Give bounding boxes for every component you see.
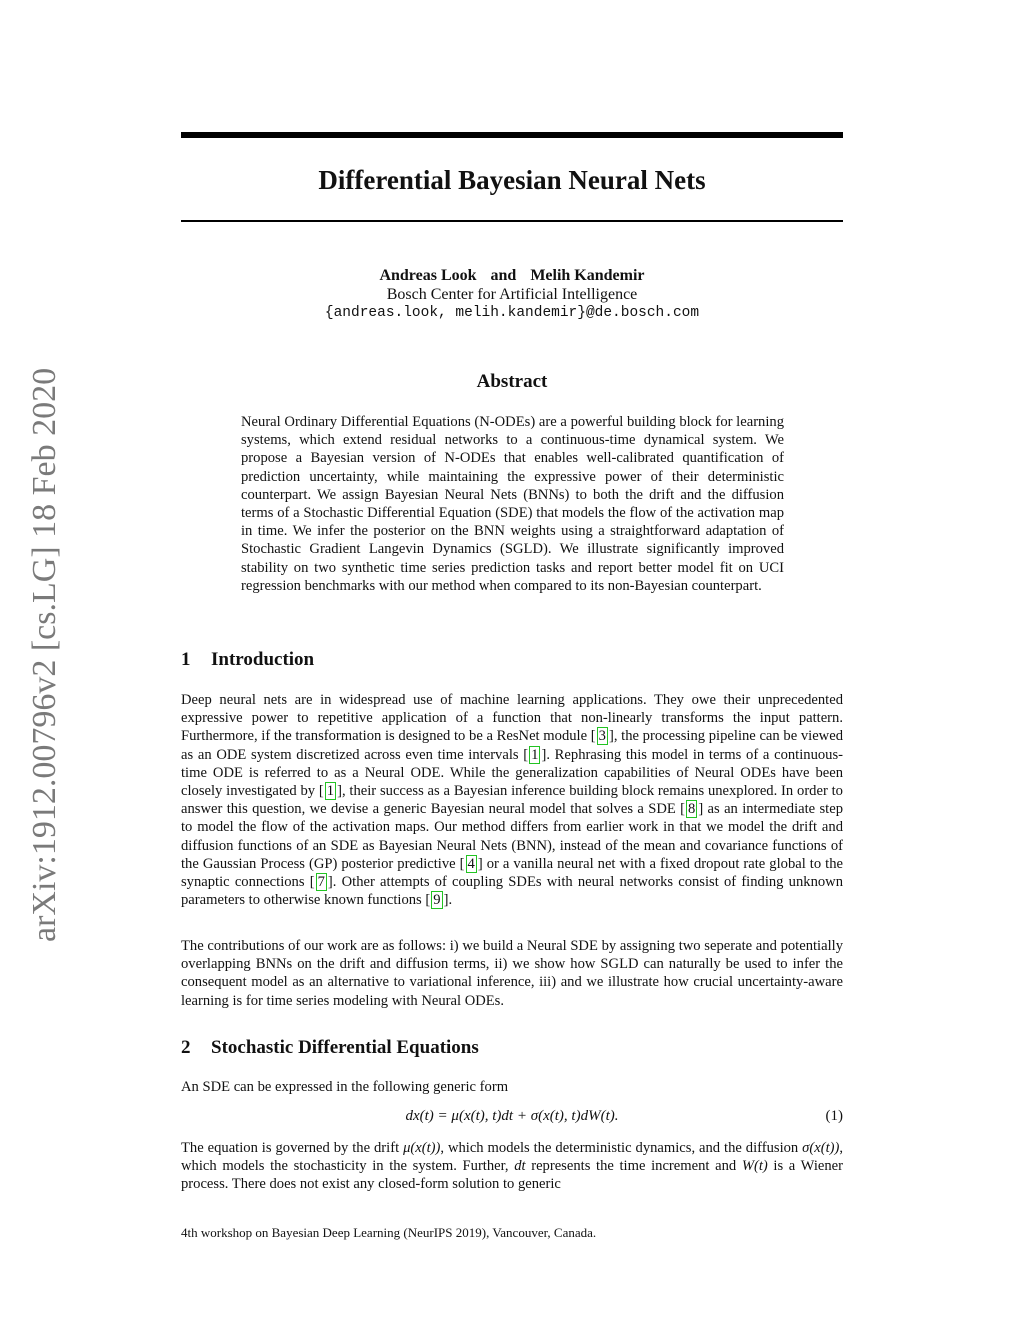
section-heading-introduction <box>181 649 314 671</box>
text-run: . <box>448 892 453 909</box>
section-number: 1 <box>181 649 191 670</box>
paper-title: Differential Bayesian Neural Nets <box>318 165 706 195</box>
equation-body: dx(t) = μ(x(t), t)dt + σ(x(t), t)dW(t). <box>405 1108 619 1124</box>
text-run: The equation is governed by the drift <box>181 1140 404 1156</box>
footnote: 4th workshop on Bayesian Deep Learning (NeurIPS 2019), Vancouver, Canada. <box>181 1225 597 1240</box>
text-run: . Rephrasing this model in terms of a continuous-time ODE is referred to as a Neural ODE. While the generalization capabilities of Neural ODEs have been closely investigated by <box>181 746 844 800</box>
math-inline: dt <box>514 1158 526 1175</box>
text-run: , their success as a Bayesian inference building block remains unexplored. In order to answer this question, we devise a generic Bayesian neural model that solves a SDE <box>181 783 843 818</box>
section-title: Stochastic Differential Equations <box>211 1037 479 1058</box>
author-name: Melih Kandemir <box>530 267 645 284</box>
text-run: , which models the stochasticity in the system. Further, <box>181 1140 843 1175</box>
author-conjunction: and <box>490 267 517 284</box>
citation-link[interactable]: 9 <box>433 892 441 909</box>
citation-link[interactable]: 3 <box>598 728 606 745</box>
section-heading-sde <box>181 1037 479 1059</box>
text-run: as an intermediate step to model the flow of the activation maps. Our method differs from earlier work in that we model the drift and diffusion functions of an SDE as Bayesian Neural Nets (BNN), instead of the mean and covariance functions of the Gaussian Process (GP) posterior predictive <box>181 801 844 872</box>
text-run: Deep neural nets are in widespread use of machine learning applications. They owe their unprecedented expressive power to repetitive application of a function that non-linearly transforms the input pattern. Furthermore, if the transformation is designed to be a ResNet module <box>181 692 843 745</box>
citation-link[interactable]: 8 <box>688 801 696 818</box>
math-inline: σ(x(t)) <box>802 1140 840 1156</box>
author-names <box>181 266 843 285</box>
text-run: is a Wiener process. There does not exist any closed-form solution to generic <box>181 1158 844 1193</box>
author-block <box>181 266 843 323</box>
introduction-paragraph-2: The contributions of our work are as follows: i) we build a Neural SDE by assigning two seperate and potentially overlapping BNNs on the drift and diffusion terms, ii) we show how SGLD can naturally be used to infer the consequent model as an alternative to variational inference, iii) and we illustrate how crucial uncertainty-aware learning is for time series modeling with Neural ODEs. <box>181 938 843 1009</box>
equation-number: (1) <box>825 1108 843 1124</box>
citation-link[interactable]: 4 <box>467 855 475 872</box>
text-run: . Other attempts of coupling SDEs with neural networks consist of finding unknown parameters to otherwise known functions <box>181 874 843 909</box>
section-number: 2 <box>181 1037 191 1058</box>
section-title: Introduction <box>211 649 315 670</box>
introduction-paragraph-1: Deep neural nets are in widespread use of machine learning applications. They owe their unprecedented expressive power to repetitive application of a function that non-linearly transforms the input pattern. Furthermore, if the transformation is designed to be a ResNet module [ 3 ], the processing pipeline can be viewed as an ODE system discretized across even time intervals [ 1 ]. Rephrasing this model in terms of a continuous-time ODE is referred to as a Neural ODE. While the generalization capabilities of Neural ODEs have been closely investigated by [ 1 ], their success as a Bayesian inference building block remains unexplored. In order to answer this question, we devise a generic Bayesian neural model that solves a SDE [ 8 ] as an intermediate step to model the flow of the activation maps. Our method differs from earlier work in that we model the drift and diffusion functions of an SDE as Bayesian Neural Nets (BNN), instead of the mean and covariance functions of the Gaussian Process (GP) posterior predictive [ 4 ] or a vanilla neural net with a fixed dropout rate global to the synaptic connections [ 7 ]. Other attempts of coupling SDEs with neural networks consist of finding unknown parameters to otherwise known functions [ 9 ]. <box>181 692 844 909</box>
affiliation: Bosch Center for Artificial Intelligence <box>386 286 638 303</box>
sde-paragraph <box>181 1139 843 1194</box>
citation-link[interactable]: 7 <box>317 874 325 891</box>
abstract-heading: Abstract <box>476 371 548 392</box>
title-top-rule <box>181 132 843 138</box>
citation-link[interactable]: 1 <box>531 746 539 763</box>
math-inline: μ(x(t)) <box>403 1140 441 1156</box>
abstract-text: Neural Ordinary Differential Equations (N-ODEs) are a powerful building block for learning systems, which extend residual networks to a continuous-time dynamical system. We propose a Bayesian version of N-ODEs that enables well-calibrated quantification of prediction uncertainty, while maintaining the expressive power of their deterministic counterpart. We assign Bayesian Neural Nets (BNNs) to both the drift and the diffusion terms of a Stochastic Differential Equation (SDE) that models the flow of the activation map in time. We infer the posterior on the BNN weights using a straightforward adaptation of Stochastic Gradient Langevin Dynamics (SGLD). We illustrate significantly improved stability on two synthetic time series prediction tasks and report better model fit on UCI regression benchmarks with our method when compared to its non-Bayesian counterpart. <box>241 414 784 594</box>
citation-link[interactable]: 1 <box>326 783 335 800</box>
text-run: represents the time increment and <box>525 1158 742 1175</box>
text-run: or a vanilla neural net with a fixed dropout rate global to the synaptic connections <box>181 855 844 891</box>
title-bottom-rule <box>181 220 843 222</box>
text-run: , which models the deterministic dynamics, and the diffusion <box>440 1140 803 1156</box>
email: {andreas.look, melih.kandemir}@de.bosch.com <box>324 305 700 321</box>
arxiv-identifier: arXiv:1912.00796v2 [cs.LG] 18 Feb 2020 <box>26 367 63 942</box>
equation-1 <box>181 1108 843 1128</box>
text-run: , the processing pipeline can be viewed as an ODE system discretized across even time intervals <box>181 728 843 763</box>
math-inline: W(t) <box>741 1158 768 1175</box>
author-name: Andreas Look <box>379 267 477 284</box>
sde-intro: An SDE can be expressed in the following generic form <box>181 1079 509 1095</box>
